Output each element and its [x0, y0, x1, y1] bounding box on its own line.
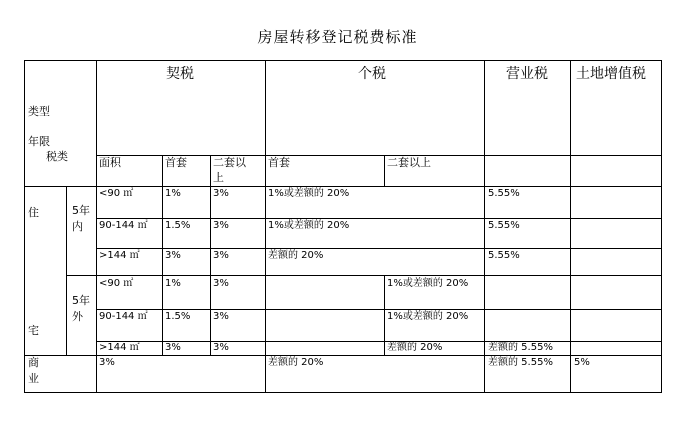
rule — [162, 155, 163, 355]
cell-business: 5.55% — [488, 188, 520, 199]
subheader-second-2: 上 — [213, 171, 224, 184]
cell-second: 3% — [213, 278, 229, 289]
rule — [384, 275, 385, 355]
cell-first: 1% — [165, 278, 181, 289]
rule — [210, 155, 211, 355]
rule — [24, 60, 25, 393]
header-deed-tax: 契税 — [166, 66, 194, 82]
header-personal-tax: 个税 — [358, 66, 386, 82]
cell-first: 1.5% — [165, 220, 191, 231]
cell-pt-first: 差额的 20% — [268, 250, 324, 261]
label-over5-1: 5年 — [72, 294, 90, 307]
rule — [570, 60, 571, 393]
label-residential-top: 住 — [28, 206, 39, 219]
label-within5-1: 5年 — [72, 204, 90, 217]
subheader-second-1: 二套以 — [213, 156, 246, 169]
cell-second: 3% — [213, 220, 229, 231]
label-residential-bottom: 宅 — [28, 324, 39, 337]
rule — [66, 275, 662, 276]
cell-commercial-personal: 差额的 20% — [268, 357, 324, 368]
cell-area: 90-144 ㎡ — [99, 311, 148, 322]
cell-pt-first: 1%或差额的 20% — [268, 188, 350, 199]
header-business-tax: 营业税 — [506, 66, 548, 82]
label-commercial-1: 商 — [28, 356, 39, 369]
rule — [384, 155, 385, 186]
rule — [96, 218, 662, 219]
rule — [661, 60, 662, 393]
cell-pt-second: 1%或差额的 20% — [387, 311, 469, 322]
subheader-first: 首套 — [165, 156, 187, 169]
label-over5-2: 外 — [72, 310, 83, 323]
cell-second: 3% — [213, 250, 229, 261]
cell-business: 差额的 5.55% — [488, 342, 553, 353]
header-land-vat: 土地增值税 — [576, 66, 646, 82]
cell-area: >144 ㎡ — [99, 250, 140, 261]
subheader-pt-first: 首套 — [268, 156, 290, 169]
cell-pt-second: 1%或差额的 20% — [387, 278, 469, 289]
corner-tax-category: 税类 — [46, 150, 68, 163]
cell-second: 3% — [213, 342, 229, 353]
cell-first: 3% — [165, 250, 181, 261]
page-title: 房屋转移登记税费标准 — [257, 28, 418, 46]
rule — [24, 186, 662, 187]
cell-first: 1% — [165, 188, 181, 199]
subheader-area: 面积 — [99, 156, 121, 169]
cell-second: 3% — [213, 311, 229, 322]
label-within5-2: 内 — [72, 220, 83, 233]
cell-business: 5.55% — [488, 250, 520, 261]
cell-area: <90 ㎡ — [99, 188, 134, 199]
rule — [96, 248, 662, 249]
rule — [24, 392, 662, 393]
rule — [24, 355, 662, 356]
cell-first: 3% — [165, 342, 181, 353]
cell-area: 90-144 ㎡ — [99, 220, 148, 231]
cell-commercial-deed: 3% — [99, 357, 115, 368]
rule — [96, 341, 662, 342]
cell-area: >144 ㎡ — [99, 342, 140, 353]
cell-commercial-business: 差额的 5.55% — [488, 357, 553, 368]
cell-pt-first: 1%或差额的 20% — [268, 220, 350, 231]
label-commercial-2: 业 — [28, 372, 39, 385]
corner-type: 类型 — [28, 105, 50, 118]
cell-commercial-land: 5% — [574, 357, 590, 368]
rule — [484, 60, 485, 393]
rule — [96, 309, 662, 310]
cell-area: <90 ㎡ — [99, 278, 134, 289]
cell-first: 1.5% — [165, 311, 191, 322]
cell-second: 3% — [213, 188, 229, 199]
rule — [265, 60, 266, 393]
cell-pt-second: 差额的 20% — [387, 342, 443, 353]
corner-years: 年限 — [28, 135, 50, 148]
subheader-pt-second: 二套以上 — [387, 156, 431, 169]
rule — [66, 186, 67, 355]
rule — [96, 60, 97, 393]
rule — [24, 60, 662, 61]
cell-business: 5.55% — [488, 220, 520, 231]
